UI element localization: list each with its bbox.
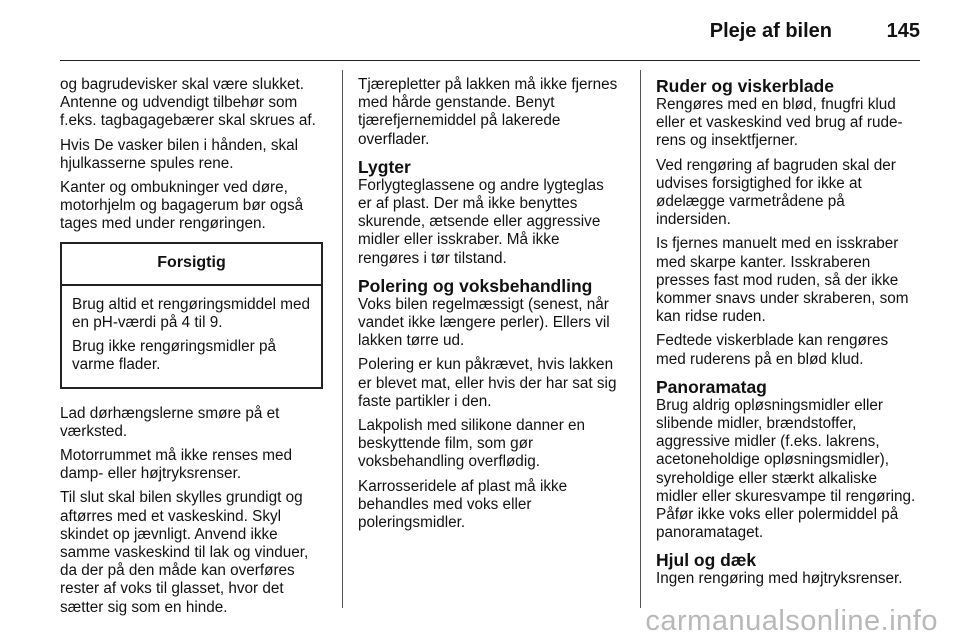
- caution-paragraph: Brug altid et rengøringsmiddel med en pH-værdi på 4 til 9.: [72, 295, 311, 332]
- column-divider: [640, 70, 641, 608]
- section-polering: [358, 276, 621, 532]
- paragraph: Motorrummet må ikke renses med damp- eller højtryksrenser.: [60, 447, 293, 483]
- section-title: Pleje af bilen: [709, 20, 832, 42]
- section-heading: Ruder og viskerblade: [656, 76, 834, 96]
- paragraph: Lad dørhængslerne smøre på et værksted.: [60, 404, 280, 440]
- watermark: carmanualsonline.info: [645, 605, 938, 637]
- paragraph: Rengøres med en blød, fnugfri klud eller et vaskeskind ved brug af rude-rens og insektfjerner.: [656, 96, 903, 150]
- caution-box: [60, 242, 323, 389]
- section-ruder: [656, 76, 919, 369]
- section-heading: Hjul og dæk: [656, 550, 757, 571]
- paragraph: Is fjernes manuelt med en isskraber med skarpe kanter. Isskraberen presses fast mod ruden, så der ikke kommer snavs under skraberen, som kan ridse ruden.: [656, 235, 909, 326]
- column-2: [358, 76, 621, 538]
- paragraph: Voks bilen regelmæssigt (senest, når vandet ikke længere perler). Ellers vil lakken tørre ud.: [358, 295, 610, 350]
- section-panoramatag: [656, 377, 919, 543]
- paragraph: Ved rengøring af bagruden skal der udvises forsigtighed for ikke at ødelægge varmetrådene på indersiden.: [656, 156, 896, 229]
- header-rule: [60, 60, 920, 61]
- section-heading: Polering og voksbehandling: [358, 275, 593, 296]
- paragraph: Forlygteglassene og andre lygteglas er af plast. Der må ikke benyttes skurende, ætsende eller aggressive midler eller isskraber. Må ikke rengøres i tør tilstand.: [358, 176, 604, 267]
- section-lygter: [358, 157, 621, 268]
- paragraph: Kanter og ombukninger ved døre, motorhjelm og bagagerum bør også tages med under rengøringen.: [60, 179, 304, 233]
- section-hjul: [656, 550, 919, 588]
- section-heading: Lygter: [358, 156, 411, 177]
- caution-paragraph: Brug ikke rengøringsmidler på varme flader.: [72, 338, 277, 374]
- caution-body: [62, 286, 321, 387]
- paragraph: Hvis De vasker bilen i hånden, skal hjulkasserne spules rene.: [60, 136, 299, 172]
- caution-title: Forsigtig: [62, 244, 321, 286]
- paragraph: Ingen rengøring med højtryksrenser.: [656, 570, 903, 588]
- column-3: [656, 76, 919, 595]
- paragraph: Karrosseridele af plast må ikke behandles med voks eller poleringsmidler.: [358, 477, 568, 532]
- column-divider: [342, 70, 343, 608]
- paragraph: og bagrudevisker skal være slukket. Antenne og udvendigt tilbehør som f.eks. tagbagagebærer skal skrues af.: [60, 76, 316, 130]
- paragraph: Lakpolish med silikone danner en beskyttende film, som gør voksbehandling overflødig.: [358, 417, 586, 471]
- paragraph: Til slut skal bilen skylles grundigt og aftørres med et vaskeskind. Skyl skindet op jævnligt. Anvend ikke samme vaskeskind til lak og vinduer, da der på den måde kan overføres rester af voks til glasset, hvor det sætter sig som en hinde.: [60, 489, 309, 616]
- paragraph: Brug aldrig opløsningsmidler eller slibende midler, brændstoffer, aggressive midler (f.eks. lakrens, acetoneholdige opløsningsmidler), syreholdige eller stærkt alkaliske midler eller skuresvampe til rengøring. Påfør ikke voks eller polermiddel på panoramataget.: [656, 396, 916, 542]
- paragraph: Tjærepletter på lakken må ikke fjernes med hårde genstande. Benyt tjærefjernemiddel på lakerede overflader.: [358, 76, 618, 148]
- paragraph: Polering er kun påkrævet, hvis lakken er blevet mat, eller hvis der har sat sig faste partikler i den.: [358, 356, 617, 410]
- column-1: [60, 76, 323, 623]
- section-heading: Panoramatag: [656, 376, 767, 397]
- page-number: 145: [886, 20, 920, 42]
- paragraph: Fedtede viskerblade kan rengøres med ruderens på en blød klud.: [656, 332, 889, 368]
